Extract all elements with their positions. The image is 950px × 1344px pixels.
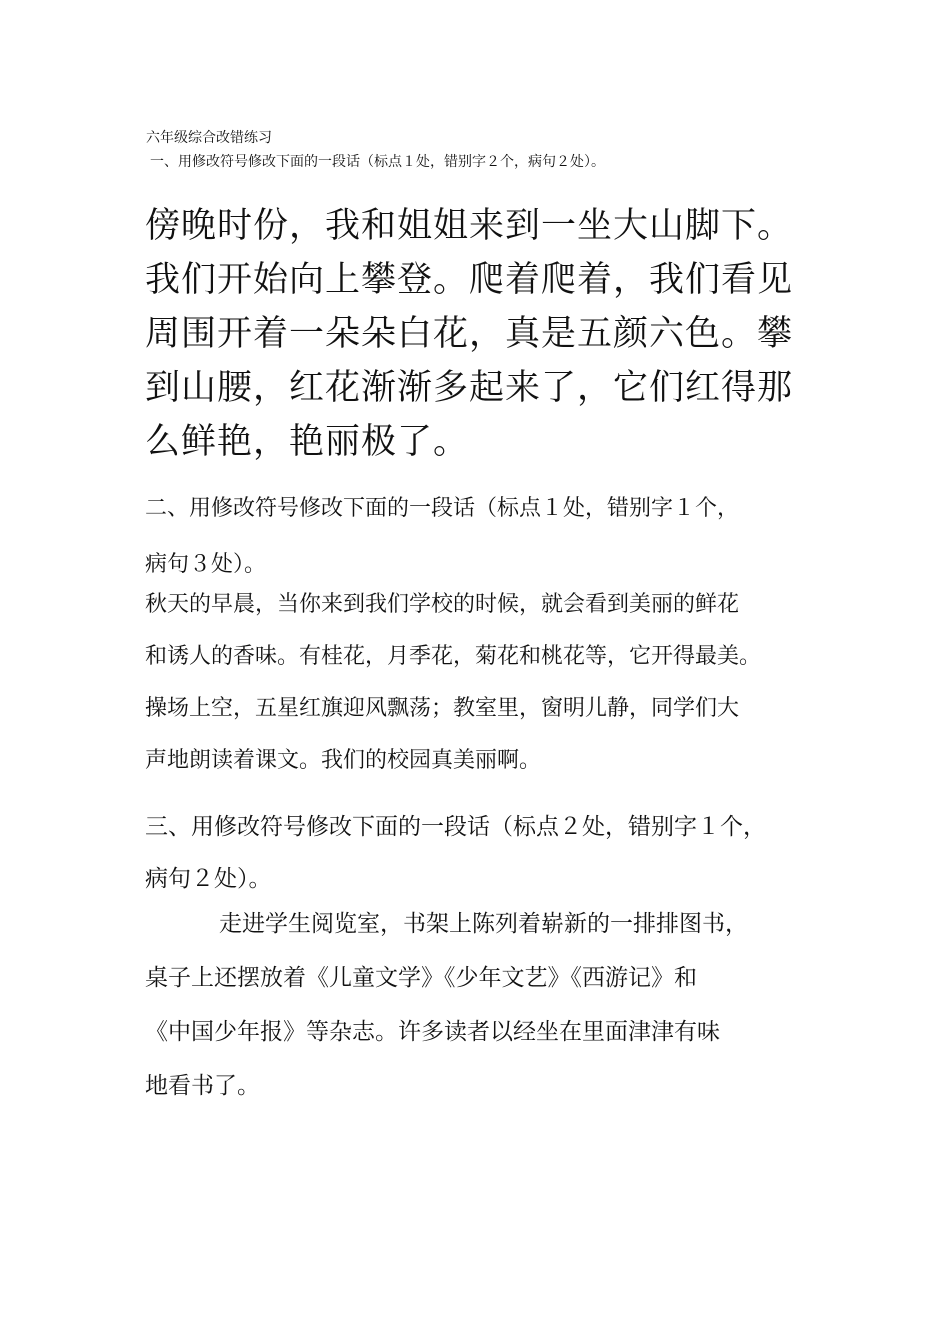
section1-line: 周围开着一朵朵白花，真是五颜六色。攀 [145,314,794,354]
section1-line: 么鲜艳，艳丽极了。 [145,422,470,462]
section2-line: 和诱人的香味。有桂花，月季花，菊花和桃花等，它开得最美。 [145,644,762,669]
section3-line: 桌子上还摆放着《儿童文学》《少年文艺》《西游记》和 [145,965,697,991]
section3-paragraph [145,897,845,1113]
section1-paragraph [145,199,825,469]
section2-heading [145,481,845,593]
section2-heading-line: 二、用修改符号修改下面的一段话（标点１处，错别字１个， [145,496,740,521]
section1-line: 到山腰，红花渐渐多起来了，它们红得那 [145,368,794,408]
section3-line: 《中国少年报》等杂志。许多读者以经坐在里面津津有味 [145,1019,720,1045]
section2-line: 声地朗读着课文。我们的校园真美丽啊。 [145,748,542,773]
section1-heading: 一、用修改符号修改下面的一段话（标点１处，错别字２个，病句２处）。 [150,154,605,170]
section3-heading-line: 病句２处）。 [145,866,272,892]
section2-line: 秋天的早晨，当你来到我们学校的时候，就会看到美丽的鲜花 [145,592,740,617]
section2-heading-line: 病句３处）。 [145,552,267,577]
section3-line: 走进学生阅览室，书架上陈列着崭新的一排排图书， [219,911,748,937]
section1-line: 傍晚时份，我和姐姐来到一坐大山脚下。 [145,206,794,246]
section3-line: 地看书了。 [145,1073,260,1099]
section1-line: 我们开始向上攀登。爬着爬着，我们看见 [145,260,794,300]
section3-heading-line: 三、用修改符号修改下面的一段话（标点２处，错别字１个， [145,814,766,840]
section3-heading [145,801,845,905]
section2-line: 操场上空，五星红旗迎风飘荡；教室里，窗明儿静，同学们大 [145,696,740,721]
section2-paragraph [145,579,845,787]
document-title: 六年级综合改错练习 [146,130,272,146]
